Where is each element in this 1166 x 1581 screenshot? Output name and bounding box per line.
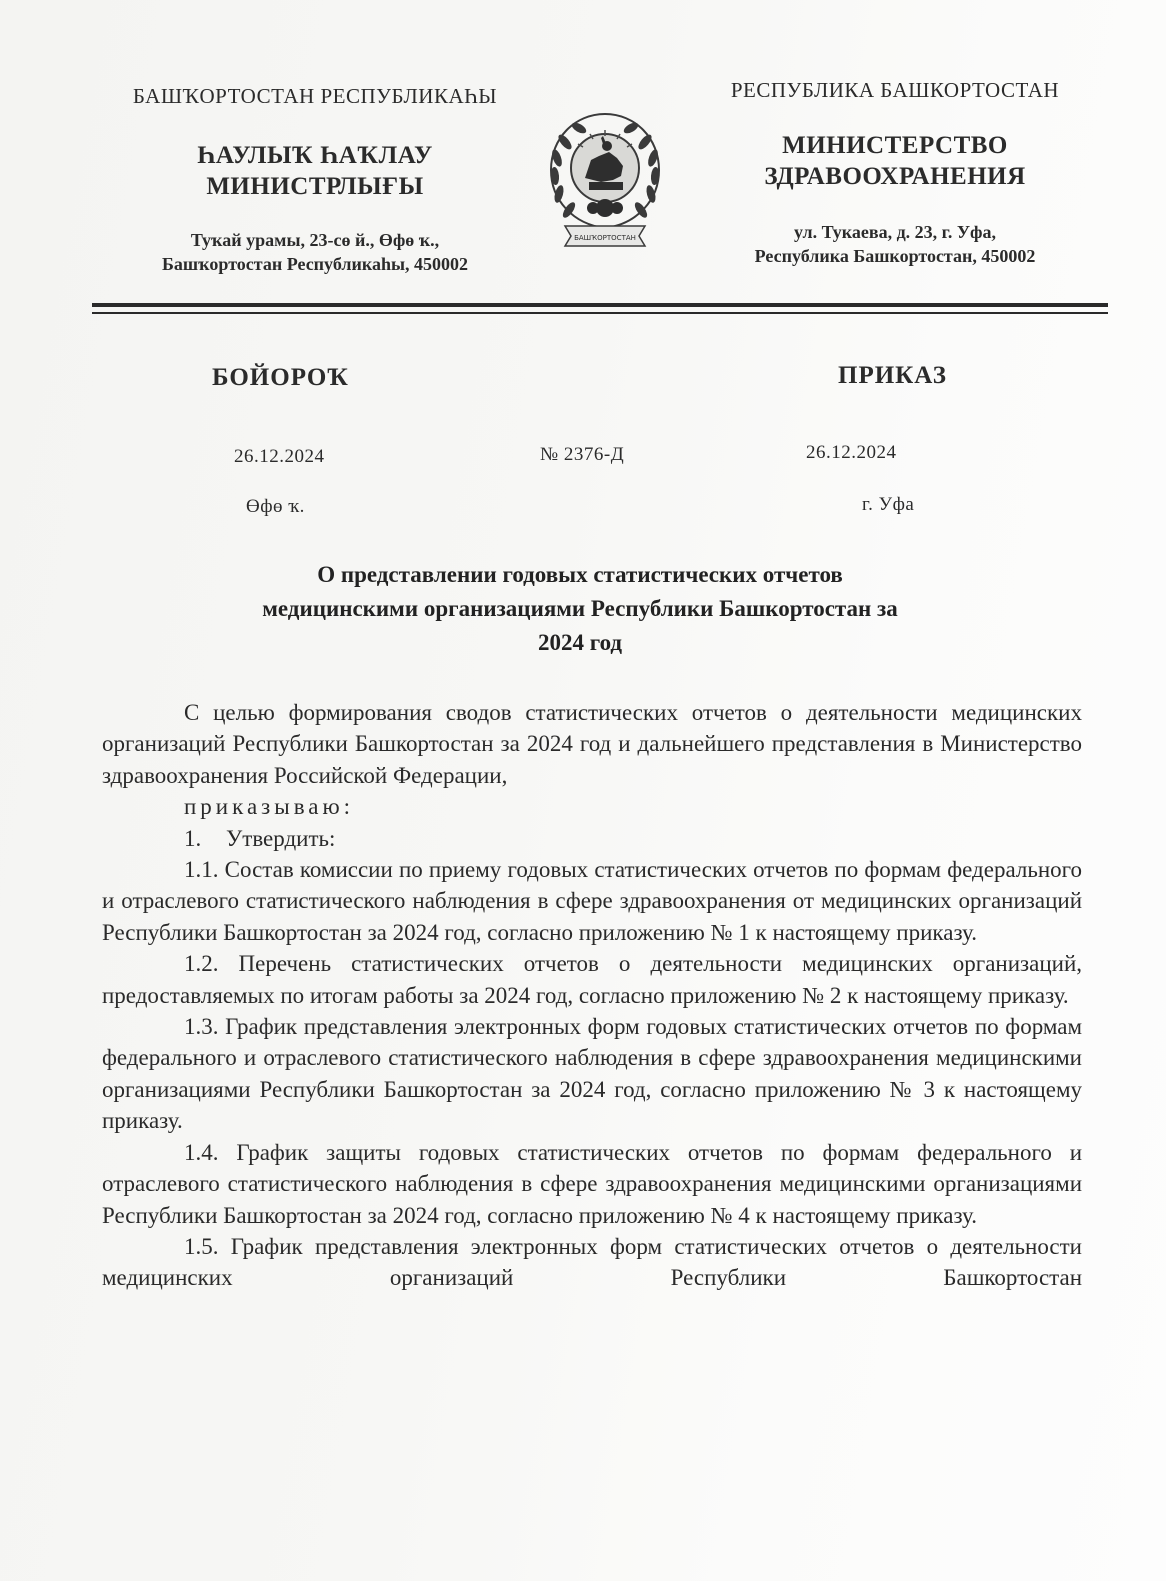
emblem-ribbon-text: БАШҠОРТОСТАН <box>574 234 636 242</box>
body-preamble: С целью формирования сводов статистических отчетов о деятельности медицинских организаций Республики Башкортостан за 2024 год и дальнейшего представления в Министерство здравоохранения Российской Федерации, <box>102 700 1082 788</box>
header-left-ministry-line2: МИНИСТРЛЫҒЫ <box>206 173 424 200</box>
document-title-line3: 2024 год <box>537 630 623 655</box>
order-date-left: 26.12.2024 <box>234 446 325 467</box>
document-body <box>102 697 1082 1294</box>
order-city-left: Өфө ҡ. <box>246 496 305 517</box>
order-word-russian: ПРИКАЗ <box>838 362 947 389</box>
header-right-address <box>690 220 1100 268</box>
header-right-ministry-line2: ЗДРАВООХРАНЕНИЯ <box>764 163 1026 190</box>
body-item-1-4: 1.4. График защиты годовых статистических отчетов по формам федерального и отраслевого статистического наблюдения в сфере здравоохранения медицинскими организациями Республики Башкортостан за 2024 год, согласно приложению № 4 к настоящему приказу. <box>102 1139 1082 1228</box>
body-order-word: приказываю: <box>184 794 355 820</box>
header-right-ministry-line1: МИНИСТЕРСТВО <box>782 132 1008 159</box>
header-left-address-line2: Башҡортостан Республикаһы, 450002 <box>161 254 469 274</box>
order-number: № 2376-Д <box>540 444 625 465</box>
document-title <box>110 558 1050 660</box>
body-item-1 <box>102 823 1082 854</box>
body-item-1-text: Утвердить: <box>226 825 336 851</box>
header-right-address-line1: ул. Тукаева, д. 23, г. Уфа, <box>794 222 996 242</box>
body-item-1-number: 1. <box>184 825 202 851</box>
body-item-1-3: 1.3. График представления электронных форм годовых статистических отчетов по формам федерального и отраслевого статистического наблюдения в сфере здравоохранения медицинскими организациями Республики Башкортостан за 2024 год, согласно приложению № 3 к настоящему приказу. <box>102 1014 1082 1134</box>
header-left-address-line1: Туҡай урамы, 23-сө й., Өфө ҡ., <box>190 230 440 250</box>
header-left-address <box>80 228 550 276</box>
order-word-bashkir: БОЙОРОҠ <box>212 364 349 391</box>
document-title-line1: О представлении годовых статистических отчетов <box>317 562 843 587</box>
order-city-right: г. Уфа <box>862 494 915 515</box>
body-item-1-5: 1.5. График представления электронных форм статистических отчетов о деятельности медицинских организаций Республики Башкортостан <box>102 1233 1082 1291</box>
order-date-right: 26.12.2024 <box>806 442 897 463</box>
header-divider-thick <box>92 303 1108 307</box>
header-divider-thin <box>92 312 1108 314</box>
header-left-republic: БАШҠОРТОСТАН РЕСПУБЛИКАҺЫ <box>132 84 498 108</box>
header-left-ministry-line1: ҺАУЛЫҠ ҺАҠЛАУ <box>197 142 433 169</box>
body-item-1-1: 1.1. Состав комиссии по приему годовых статистических отчетов по формам федерального и отраслевого статистического наблюдения в сфере здравоохранения от медицинских организаций Республики Башкортостан за 2024 год, согласно приложению № 1 к настоящему приказу. <box>102 857 1082 945</box>
header-right-address-line2: Республика Башкортостан, 450002 <box>754 246 1036 266</box>
header-right-ministry <box>690 130 1100 192</box>
header-left-ministry <box>80 140 550 202</box>
header-right-republic: РЕСПУБЛИКА БАШКОРТОСТАН <box>730 78 1060 102</box>
body-item-1-2: 1.2. Перечень статистических отчетов о деятельности медицинских организаций, предоставляемых по итогам работы за 2024 год, согласно приложению № 2 к настоящему приказу. <box>102 951 1082 1008</box>
coat-of-arms-icon <box>535 108 675 256</box>
document-title-line2: медицинскими организациями Республики Башкортостан за <box>262 596 898 621</box>
